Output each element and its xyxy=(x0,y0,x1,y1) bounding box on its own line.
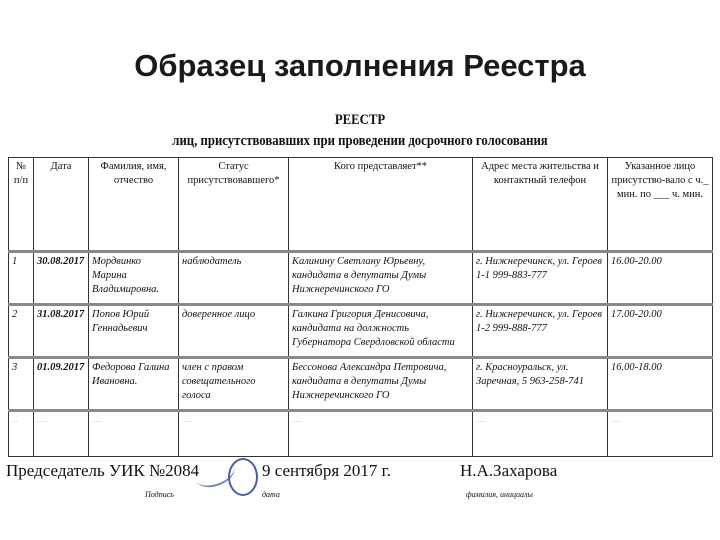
registry-subheading: лиц, присутствовавших при проведении досрочного голосования xyxy=(172,133,548,149)
cell-number: 2 xyxy=(9,305,34,358)
cell-time: 16.00-18.00 xyxy=(608,358,713,411)
cell-number: … xyxy=(9,411,34,457)
cell-date: 01.09.2017 xyxy=(34,358,89,411)
sign-date: 9 сентября 2017 г. xyxy=(262,461,391,480)
table-header xyxy=(9,158,713,252)
cell-number: 3 xyxy=(9,358,34,411)
cell-represents: Калинину Светлану Юрьевну, кандидата в депутаты Думы Нижнеречинского ГО xyxy=(289,252,473,305)
table-row xyxy=(9,358,713,411)
col-represents: Кого представляет** xyxy=(289,158,473,252)
cell-address: г. Нижнеречинск, ул. Героев 1-2 999-888-777 xyxy=(473,305,608,358)
cell-name: Мордвинко Марина Владимировна. xyxy=(89,252,179,305)
cell-status: наблюдатель xyxy=(179,252,289,305)
cell-address: г. Нижнеречинск, ул. Героев 1-1 999-883-777 xyxy=(473,252,608,305)
chairman-label: Председатель УИК №2084 xyxy=(6,461,200,480)
table-row xyxy=(9,305,713,358)
slide-title: Образец заполнения Реестра xyxy=(134,48,586,83)
cell-represents: Бессонова Александра Петровича, кандидата в депутаты Думы Нижнеречинского ГО xyxy=(289,358,473,411)
signature-caption: Подпись xyxy=(145,490,174,499)
col-name: Фамилия, имя, отчество xyxy=(89,158,179,252)
col-number: № п/п xyxy=(9,158,34,252)
col-status: Статус присутствовавшего* xyxy=(179,158,289,252)
cell-number: 1 xyxy=(9,252,34,305)
cell-status: доверенное лицо xyxy=(179,305,289,358)
cell-status: …… xyxy=(179,411,289,457)
date-caption: дата xyxy=(262,490,280,499)
cell-date: 31.08.2017 xyxy=(34,305,89,358)
cell-name: …… xyxy=(89,411,179,457)
cell-status: член с правом совещательного голоса xyxy=(179,358,289,411)
cell-date: 30.08.2017 xyxy=(34,252,89,305)
name-caption: фамилия, инициалы xyxy=(466,490,533,499)
table-row xyxy=(9,411,713,457)
cell-name: Федорова Галина Ивановна. xyxy=(89,358,179,411)
registry-table xyxy=(8,157,713,457)
table-row xyxy=(9,252,713,305)
cell-represents: Галкина Григория Денисовича, кандидата на должность Губернатора Свердловской области xyxy=(289,305,473,358)
cell-represents: …… xyxy=(289,411,473,457)
cell-address: …… xyxy=(473,411,608,457)
cell-address: г. Красноуральск, ул. Заречная, 5 963-258-741 xyxy=(473,358,608,411)
col-date: Дата xyxy=(34,158,89,252)
cell-date: …… xyxy=(34,411,89,457)
signature-block xyxy=(0,455,720,515)
col-time: Указанное лицо присутство-вало с ч._ мин. по ___ ч. мин. xyxy=(608,158,713,252)
cell-time: 17.00-20.00 xyxy=(608,305,713,358)
cell-name: Попов Юрий Геннадьевич xyxy=(89,305,179,358)
registry-heading: РЕЕСТР xyxy=(334,112,386,128)
cell-time: …… xyxy=(608,411,713,457)
chairman-name: Н.А.Захарова xyxy=(460,461,558,480)
cell-time: 16.00-20.00 xyxy=(608,252,713,305)
col-address: Адрес места жительства и контактный телефон xyxy=(473,158,608,252)
